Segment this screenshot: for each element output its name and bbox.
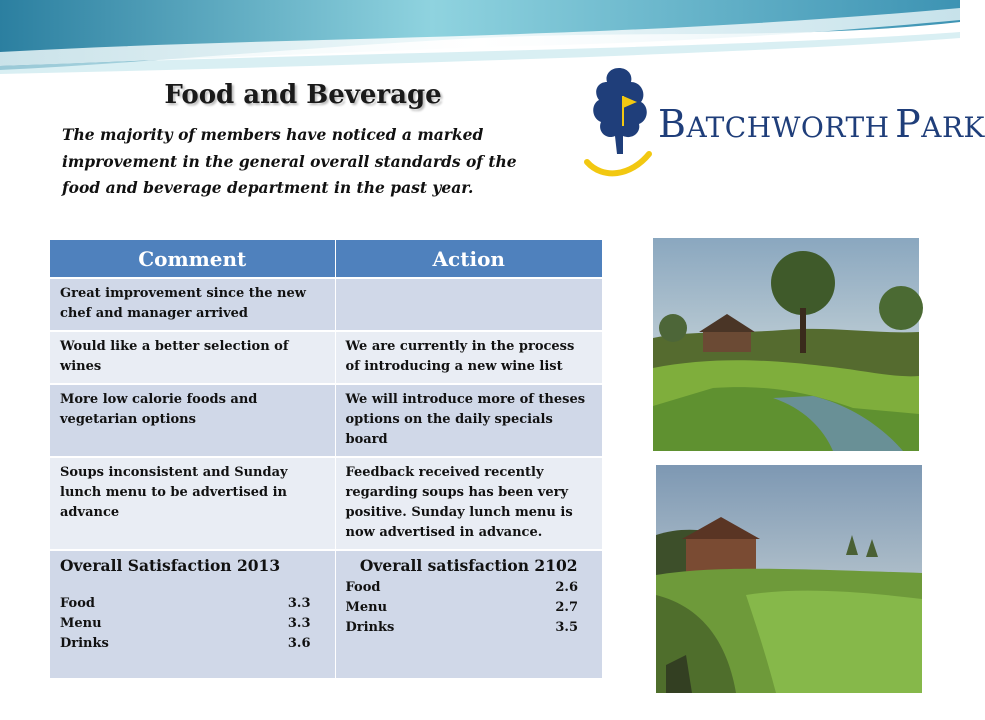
tree-flag-emblem-icon (583, 62, 658, 182)
satisfaction-line: Menu 3.3 (60, 616, 311, 631)
satisfaction-2102-cell (335, 550, 602, 678)
comment-header: Comment (50, 240, 335, 278)
satisfaction-line: Drinks 3.5 (345, 620, 578, 635)
action-cell: Feedback received recently regarding soups has been very positive. Sunday lunch menu is now advertised in advance. (335, 457, 602, 550)
table-row (50, 384, 602, 457)
satisfaction-2013-title: Overall Satisfaction 2013 (60, 556, 281, 575)
satisfaction-row (50, 550, 602, 678)
batchworth-park-logo (583, 62, 985, 182)
satisfaction-line: Menu 2.7 (345, 600, 578, 615)
comment-cell: Great improvement since the new chef and manager arrived (50, 278, 335, 331)
satisfaction-line: Drinks 3.6 (60, 636, 311, 651)
satisfaction-2102-title: Overall satisfaction 2102 (359, 556, 578, 575)
page-title: Food and Beverage (164, 80, 442, 110)
action-cell: We will introduce more of theses options on the daily specials board (335, 384, 602, 457)
logo-wordmark: BATCHWORTH PARK (658, 102, 985, 146)
table-row (50, 457, 602, 550)
satisfaction-line: Food 2.6 (345, 580, 578, 595)
feedback-table (50, 240, 602, 678)
action-cell: We are currently in the process of introducing a new wine list (335, 331, 602, 384)
action-header: Action (335, 240, 602, 278)
golf-course-clubhouse-photo (653, 238, 919, 451)
comment-cell: Soups inconsistent and Sunday lunch menu to be advertised in advance (50, 457, 335, 550)
table-row (50, 278, 602, 331)
satisfaction-line: Food 3.3 (60, 596, 311, 611)
comment-cell: More low calorie foods and vegetarian options (50, 384, 335, 457)
golf-course-green-photo (656, 465, 922, 693)
action-cell (335, 278, 602, 331)
table-row (50, 331, 602, 384)
comment-cell: Would like a better selection of wines (50, 331, 335, 384)
satisfaction-2013-cell (50, 550, 335, 678)
intro-text: The majority of members have noticed a marked improvement in the general overall standards of the food and beverage department in the past year. (62, 125, 517, 197)
